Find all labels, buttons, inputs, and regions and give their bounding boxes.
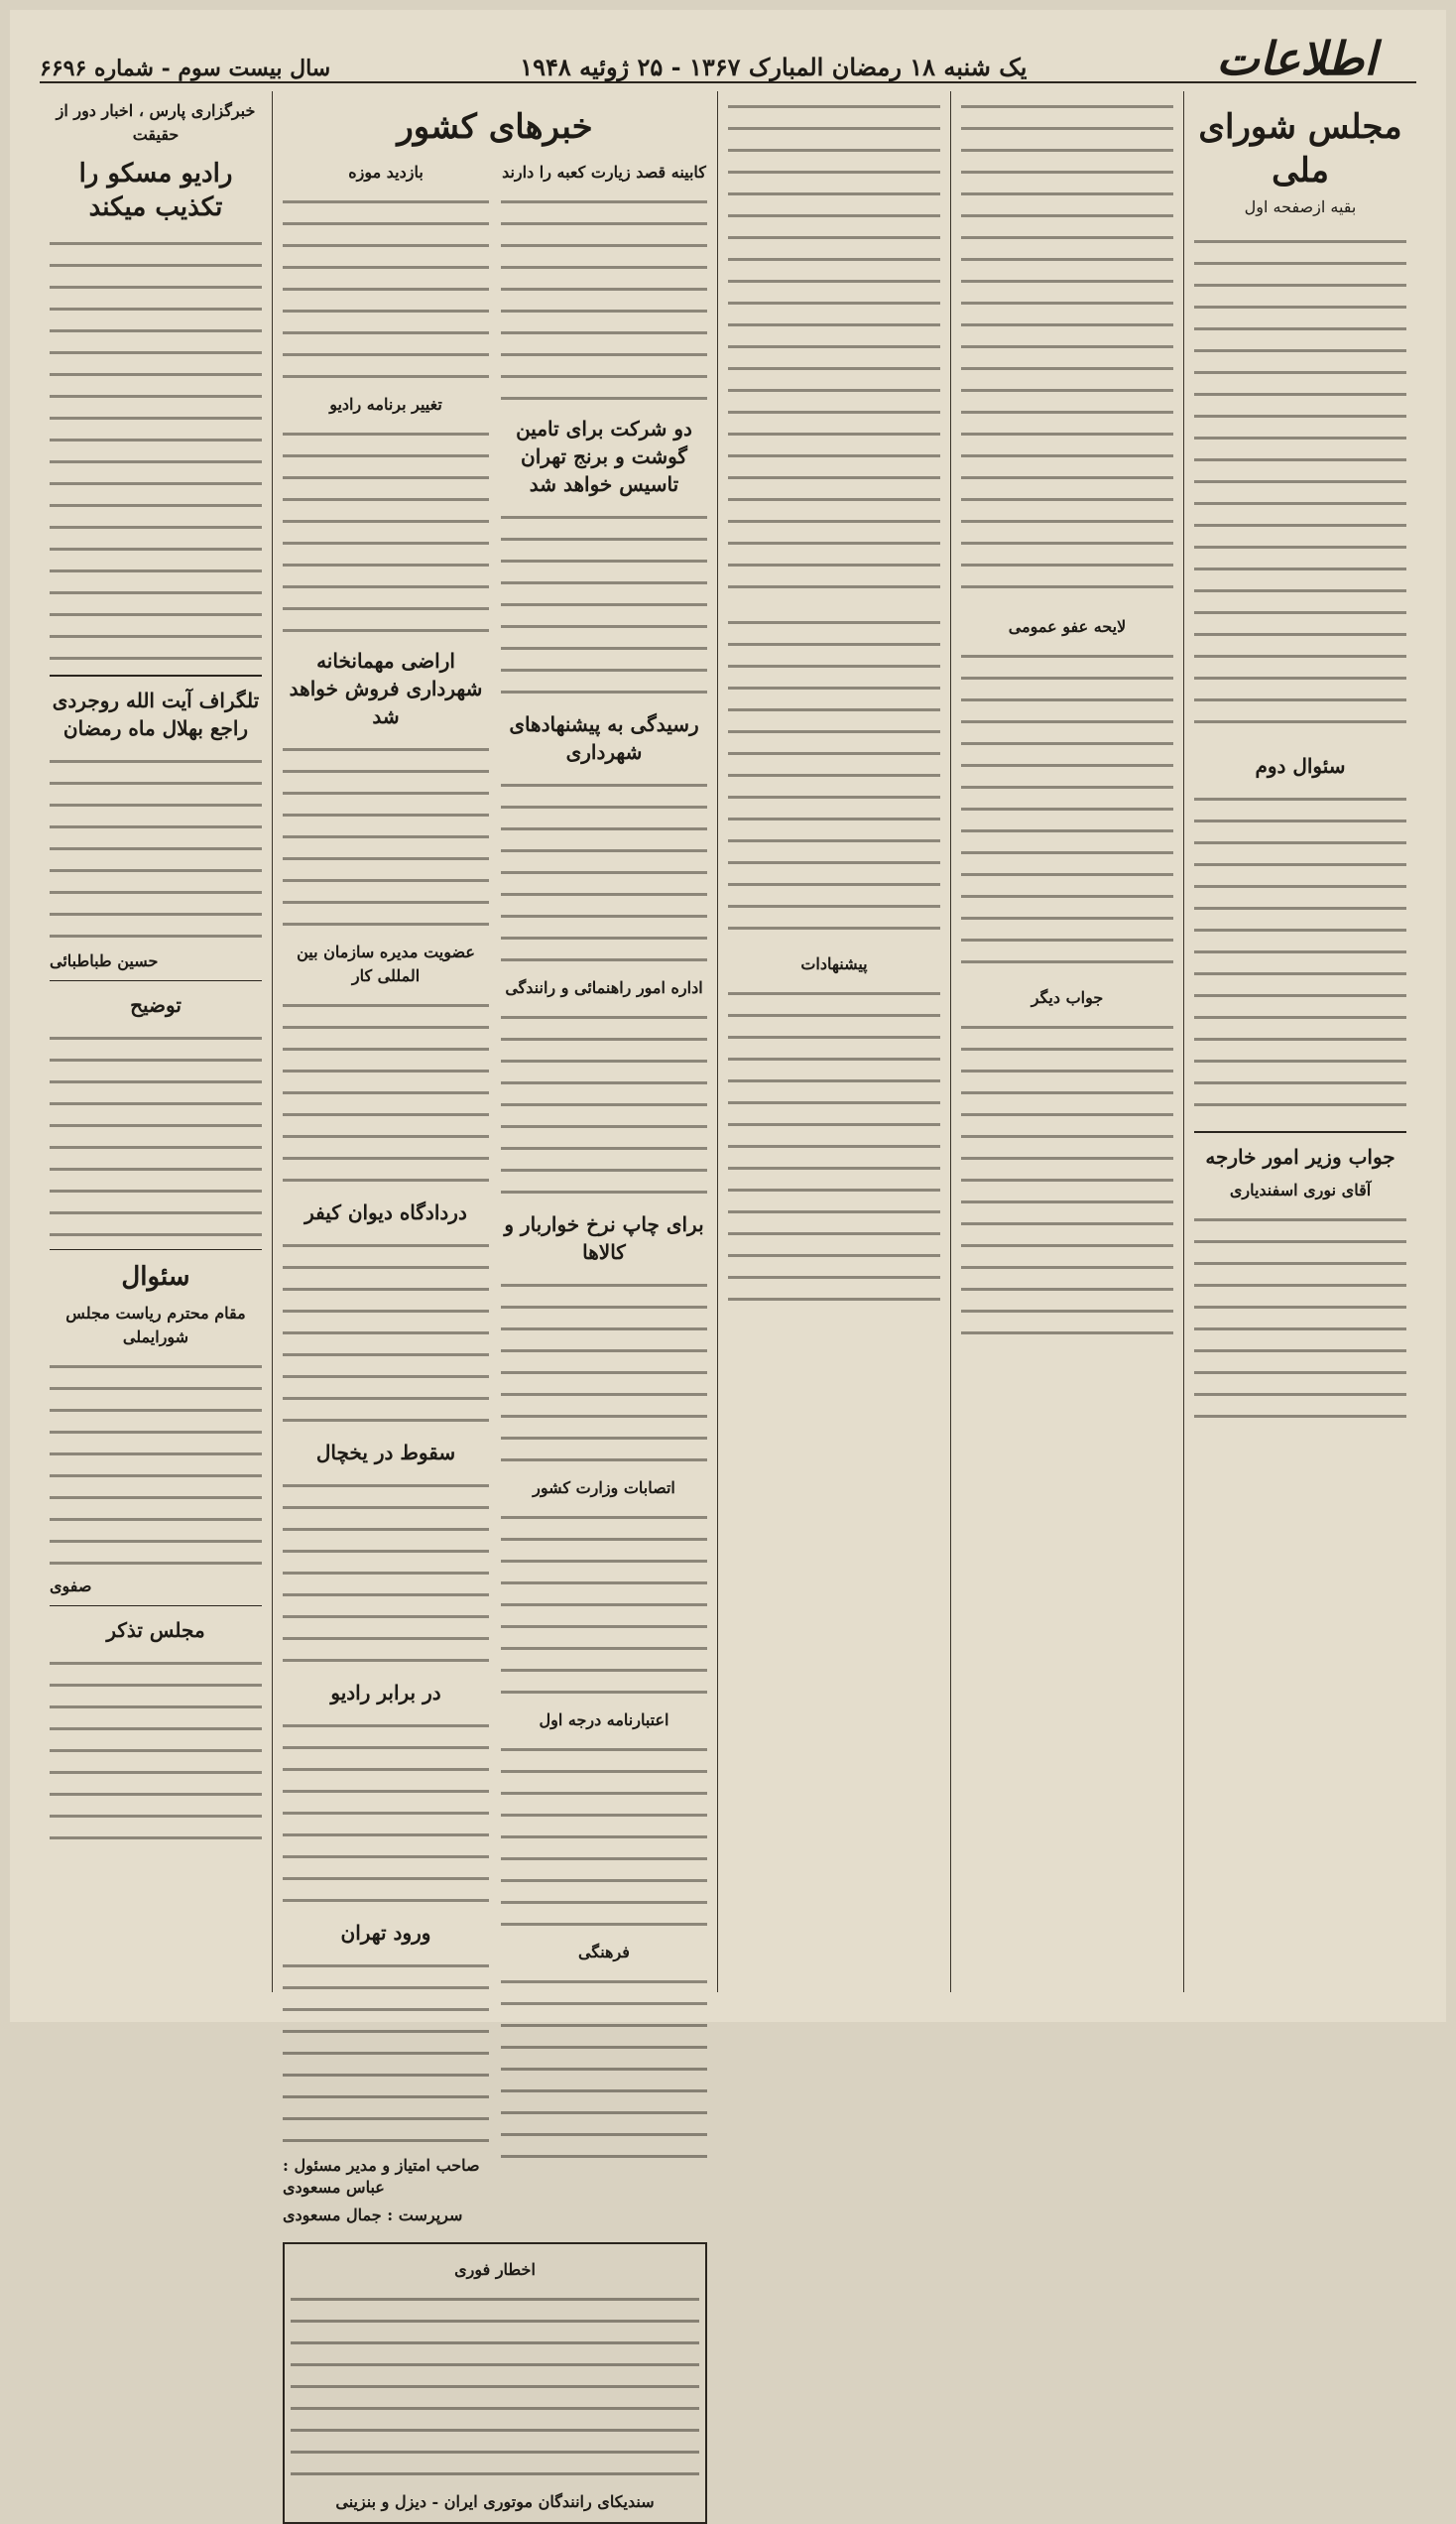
news-text bbox=[283, 1951, 489, 2149]
news-heading: دردادگاه دیوان کیفر bbox=[304, 1200, 467, 1224]
clarification-text bbox=[50, 1023, 262, 1241]
domestic-news-headline: خبرهای کشور bbox=[397, 107, 593, 147]
masthead bbox=[40, 32, 1416, 83]
column-pars-news bbox=[40, 91, 272, 1992]
news-heading: برای چاپ نرخ خواربار و کالاها bbox=[504, 1212, 704, 1264]
notice-text bbox=[291, 2284, 699, 2482]
answer-title: جواب وزیر امور خارجه bbox=[1205, 1145, 1395, 1169]
issue-line: سال بیست سوم - شماره ۶۶۹۶ bbox=[40, 56, 331, 81]
news-heading: اداره امور راهنمائی و رانندگی bbox=[505, 978, 703, 997]
question-signature: صفوی bbox=[50, 1577, 92, 1595]
column-two-text-a bbox=[961, 91, 1173, 607]
notice-signature: سندیکای رانندگان موتوری ایران - دیزل و بنزینی bbox=[335, 2492, 655, 2511]
news-text bbox=[501, 502, 707, 700]
news-text bbox=[283, 419, 489, 637]
urgent-notice bbox=[283, 2242, 707, 2524]
newspaper-page bbox=[10, 10, 1446, 2511]
editor-signature: سرپرست : جمال مسعودی bbox=[283, 2206, 463, 2224]
news-heading: تغییر برنامه رادیو bbox=[329, 395, 442, 414]
clarification-title: توضیح bbox=[130, 993, 182, 1017]
divider bbox=[50, 980, 262, 981]
news-heading: ورود تهران bbox=[340, 1921, 431, 1945]
radio-moscow-title: رادیو مسکو را تکذیب میکند bbox=[78, 159, 233, 222]
newspaper-logo: اطلاعات bbox=[1216, 32, 1377, 85]
news-text bbox=[501, 187, 707, 405]
news-text bbox=[501, 770, 707, 968]
news-text bbox=[283, 1470, 489, 1669]
column-two-text-c bbox=[961, 1012, 1173, 1349]
news-heading: در برابر رادیو bbox=[330, 1681, 441, 1704]
news-text bbox=[501, 1270, 707, 1468]
column-parliament bbox=[1183, 91, 1416, 1992]
reminder-title: مجلس تذکر bbox=[106, 1618, 205, 1642]
telegraph-signature: حسین طباطبائی bbox=[50, 951, 159, 970]
question-text bbox=[50, 1351, 262, 1570]
news-heading: عضویت مدیره سازمان بین المللی کار bbox=[297, 943, 475, 985]
news-text bbox=[283, 1710, 489, 1909]
telegraph-title: تلگراف آیت الله روجردی راجع بهلال ماه رمضان bbox=[52, 689, 260, 740]
question-two-text bbox=[1194, 784, 1406, 1121]
news-heading: فرهنگی bbox=[578, 1943, 630, 1961]
news-heading: اتصابات وزارت کشور bbox=[533, 1478, 675, 1497]
parliament-text bbox=[1194, 226, 1406, 742]
divider bbox=[1194, 1131, 1406, 1133]
column-two-text-b bbox=[961, 641, 1173, 978]
column-three-text-a bbox=[728, 91, 940, 607]
column-three bbox=[717, 91, 950, 1992]
divider bbox=[50, 1249, 262, 1250]
news-heading: دو شرکت برای تامین گوشت و برنج تهران تاسیس خواهد شد bbox=[516, 417, 692, 496]
news-text bbox=[283, 990, 489, 1189]
news-text bbox=[501, 1966, 707, 2165]
question-title: سئوال bbox=[121, 1262, 190, 1292]
reminder-text bbox=[50, 1648, 262, 1846]
parliament-subhead: بقیه ازصفحه اول bbox=[1244, 197, 1357, 216]
question-two-title: سئوال دوم bbox=[1255, 754, 1346, 778]
columns bbox=[40, 91, 1416, 2511]
divider bbox=[50, 675, 262, 677]
news-heading: اراضی مهمانخانه شهرداری فروش خواهد شد bbox=[289, 649, 483, 728]
news-text bbox=[501, 1734, 707, 1933]
pars-news-title: خبرگزاری پارس ، اخبار دور از حقیقت bbox=[56, 101, 256, 144]
parliament-headline: مجلس شورای ملی bbox=[1198, 107, 1402, 190]
date-line: یک شنبه ۱۸ رمضان المبارک ۱۳۶۷ - ۲۵ ژوئیه ۱۹۴۸ bbox=[520, 53, 1028, 81]
news-heading: رسیدگی به پیشنهادهای شهرداری bbox=[509, 712, 699, 764]
answer-subtitle: آقای نوری اسفندیاری bbox=[1229, 1181, 1372, 1199]
telegraph-text bbox=[50, 746, 262, 945]
answer-text bbox=[1194, 1204, 1406, 1423]
column-three-text-c bbox=[728, 978, 940, 1316]
news-text bbox=[501, 1002, 707, 1200]
column-three-text-b bbox=[728, 607, 940, 945]
column-two bbox=[950, 91, 1183, 1992]
news-text bbox=[283, 1230, 489, 1429]
notice-title: اخطار فوری bbox=[454, 2260, 536, 2279]
question-addressee: مقام محترم ریاست مجلس شورایملی bbox=[65, 1304, 246, 1346]
proposals-title: پیشنهادات bbox=[800, 954, 868, 973]
news-heading: کابینه قصد زیارت کعبه را دارند bbox=[502, 163, 706, 182]
news-heading: سقوط در یخچال bbox=[315, 1441, 456, 1464]
obj-title: لایحه عفو عمومی bbox=[1008, 617, 1127, 636]
divider bbox=[50, 1605, 262, 1606]
column-domestic-news bbox=[272, 91, 717, 2511]
news-heading: بازدید موزه bbox=[348, 163, 424, 182]
publisher-signature: صاحب امتیاز و مدیر مسئول : عباس مسعودی bbox=[283, 2156, 480, 2197]
pars-news-text bbox=[50, 228, 262, 665]
news-text bbox=[283, 187, 489, 385]
news-heading: اعتبارنامه درجه اول bbox=[539, 1710, 669, 1729]
news-text bbox=[501, 1502, 707, 1701]
news-text bbox=[283, 734, 489, 933]
reply-title: جواب دیگر bbox=[1031, 988, 1104, 1007]
